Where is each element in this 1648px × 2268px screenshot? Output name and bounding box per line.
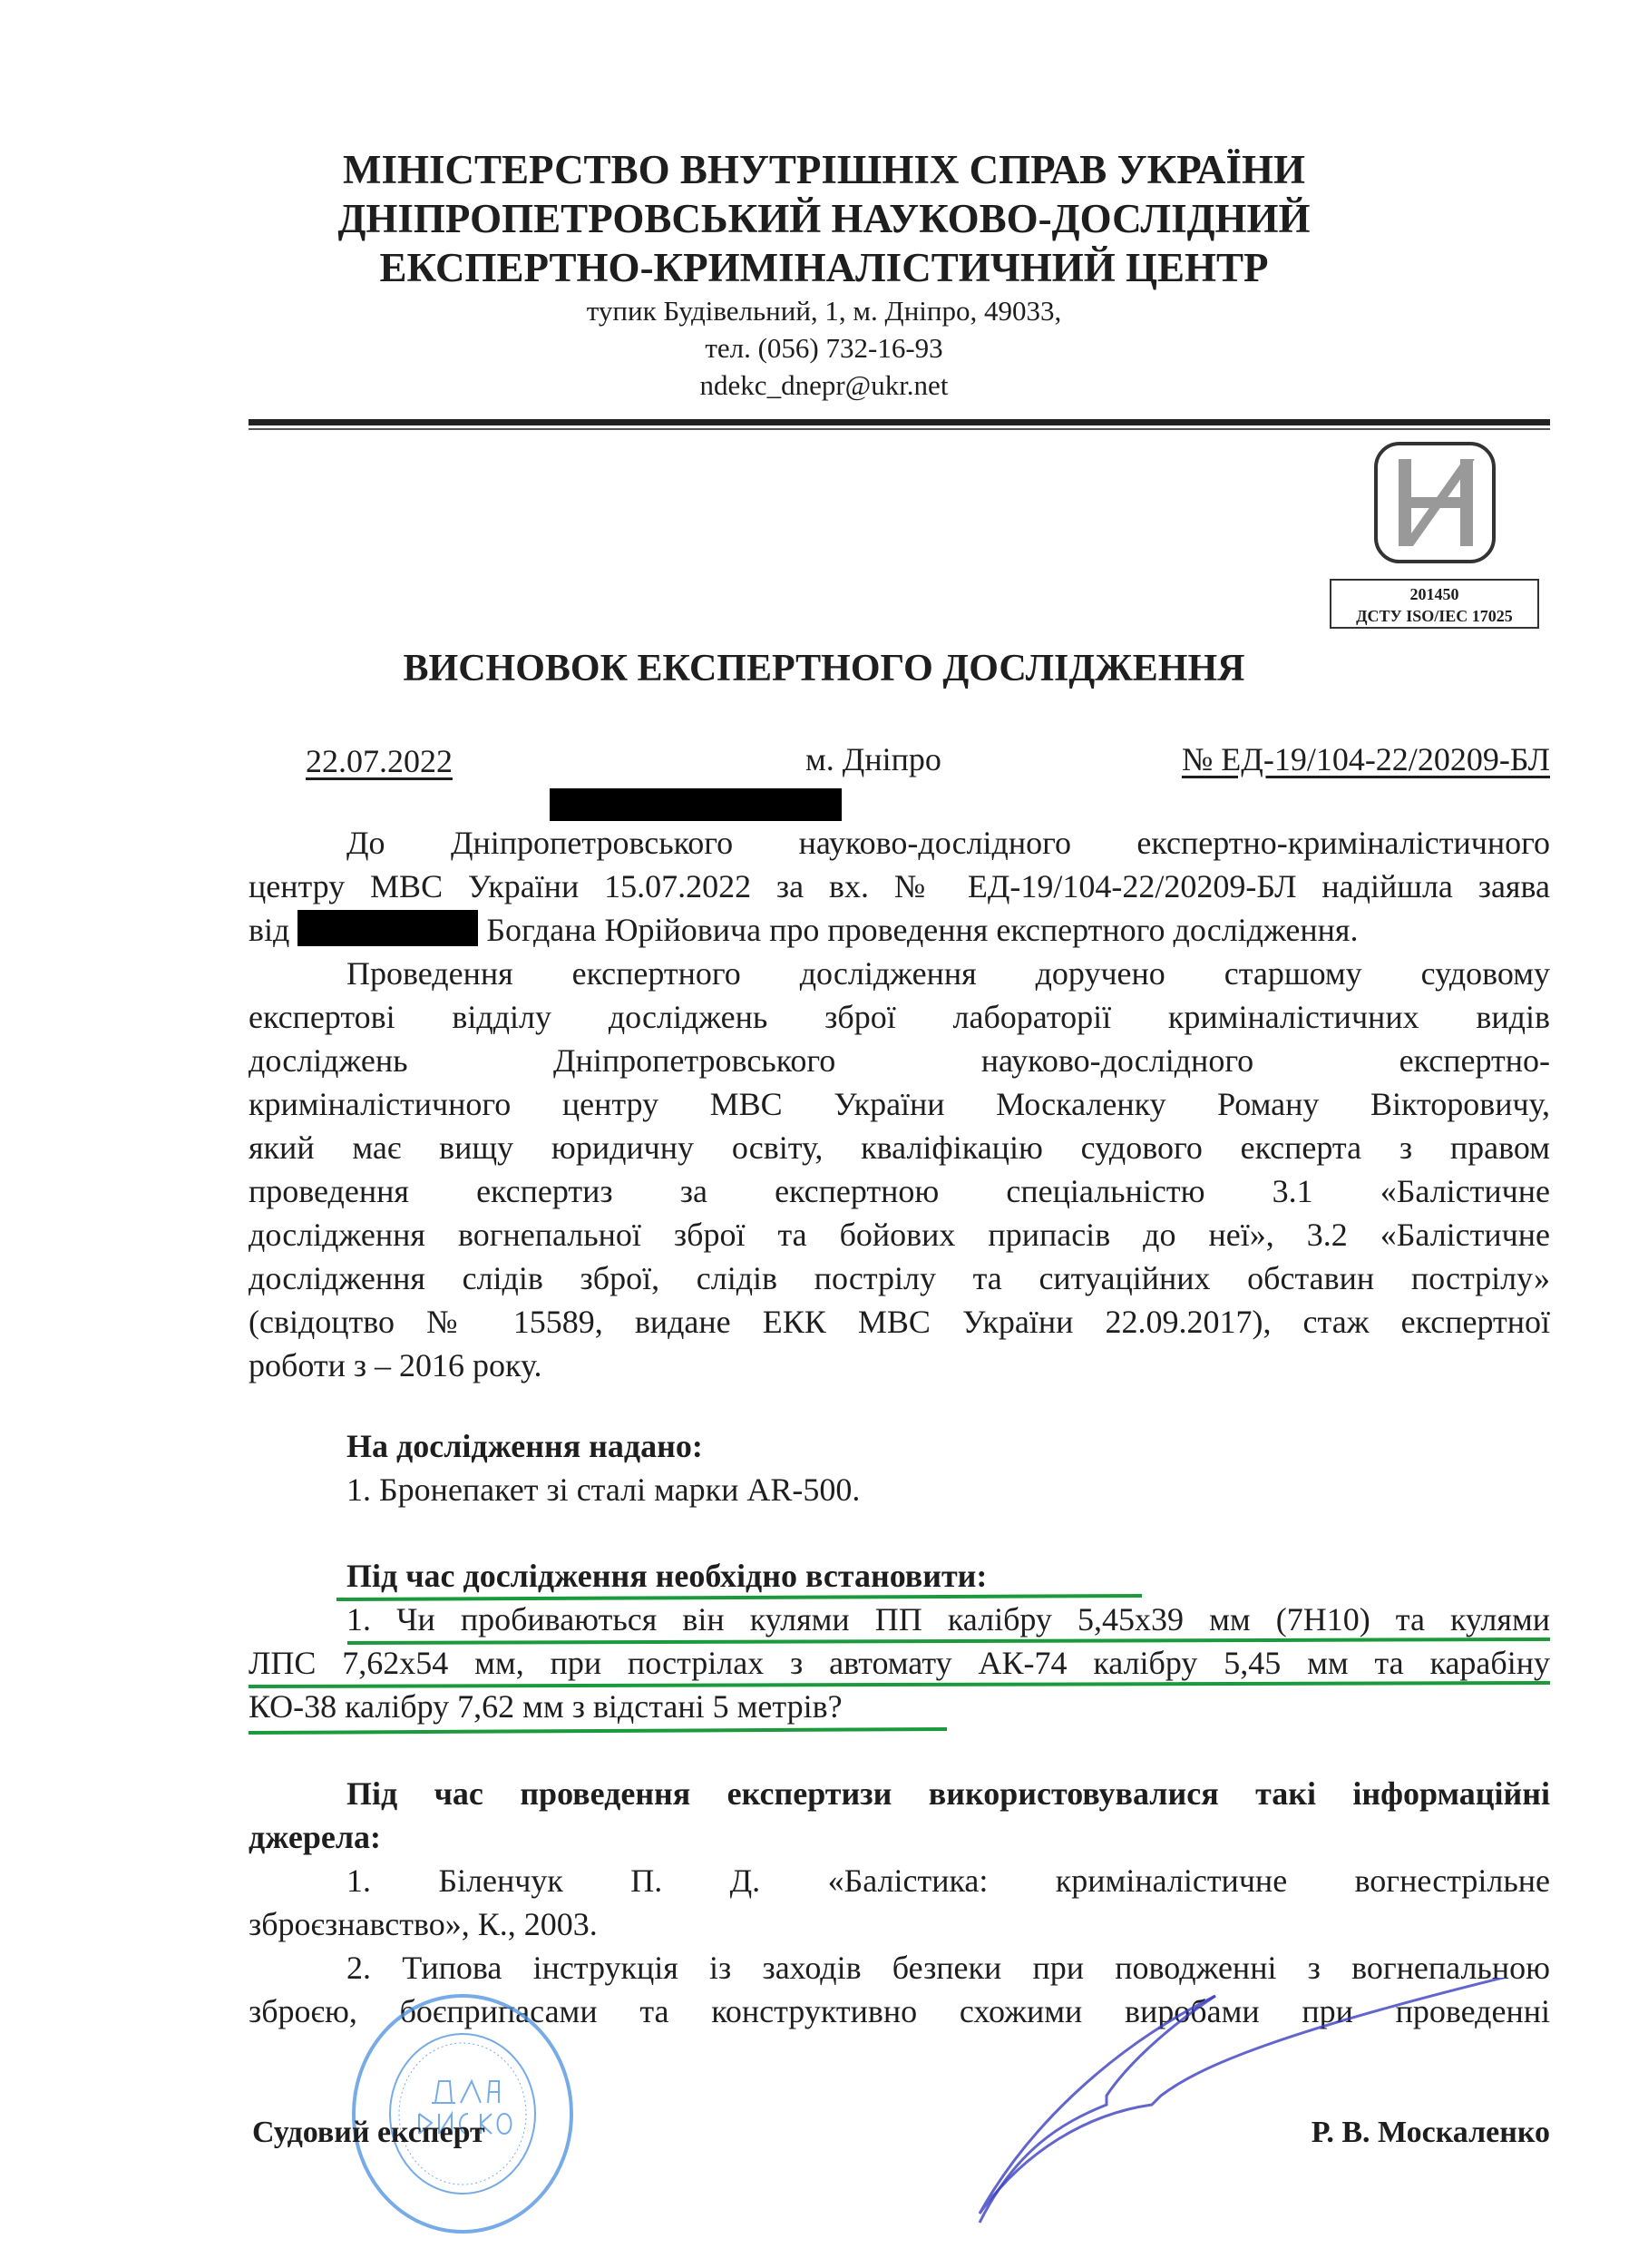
org-line-2: ДНІПРОПЕТРОВСЬКИЙ НАУКОВО-ДОСЛІДНИЙ (337, 196, 1311, 241)
text-line: який має вищу юридичну освіту, кваліфікацію судового експерта з правом (249, 1129, 1550, 1166)
text-line: 1. Чи пробиваються він кулями ПП калібру 5,45х39 мм (7Н10) та кулями (346, 1601, 1550, 1637)
header-rule-thin (249, 428, 1550, 430)
text-line: центру МВС України 15.07.2022 за вх. № ЕД-19/104-22/20209-БЛ надійшла заява (249, 868, 1550, 904)
text-line: 1. Біленчук П. Д. «Балістика: криміналістичне вогнестрільне (346, 1862, 1550, 1899)
redaction-bar (297, 910, 478, 946)
document-city: м. Дніпро (805, 741, 941, 777)
accreditation-standard: ДСТУ ISO/IEC 17025 (1356, 607, 1513, 625)
text-line: (свідоцтво № 15589, видане ЕКК МВС України 22.09.2017), стаж експертної (249, 1304, 1550, 1340)
org-phone: тел. (056) 732-16-93 (705, 332, 943, 364)
org-line-1: МІНІСТЕРСТВО ВНУТРІШНІХ СПРАВ УКРАЇНИ (343, 147, 1305, 192)
header-rule (249, 419, 1550, 425)
text-line: ЛПС 7,62х54 мм, при пострілах з автомату АК-74 калібру 5,45 мм та карабіну (249, 1645, 1550, 1681)
text-line: КО-38 калібру 7,62 мм з відстані 5 метрів? (249, 1688, 843, 1725)
org-header (0, 145, 1648, 292)
accreditation-number: 201450 (1409, 585, 1459, 603)
accreditation-box (1330, 579, 1539, 629)
section-questions (249, 1554, 1550, 1728)
text-line (249, 908, 1550, 952)
document-number: № ЕД-19/104-22/20209-БЛ (1181, 741, 1550, 777)
text-line: зброєю, боєприпасами та конструктивно схожими виробами при проведенні (249, 1993, 1550, 2029)
org-contacts (0, 292, 1648, 404)
section-heading: Під час проведення експертизи використовувалися такі інформаційні (346, 1775, 1550, 1812)
org-line-3: ЕКСПЕРТНО-КРИМІНАЛІСТИЧНИЙ ЦЕНТР (379, 245, 1269, 290)
text-line: проведення експертиз за експертною спеціальністю 3.1 «Балістичне (249, 1173, 1550, 1209)
green-underline (249, 1729, 947, 1733)
text-line: дослідження слідів зброї, слідів пострілу та ситуаційних обставин пострілу» (249, 1260, 1550, 1296)
text-line: досліджень Дніпропетровського науково-дослідного експертно- (249, 1042, 1550, 1079)
section-heading: Під час дослідження необхідно встановити: (346, 1558, 988, 1594)
text-line: Проведення експертного дослідження доручено старшому судовому (346, 955, 1550, 992)
signer-role: Судовий експерт (252, 2116, 485, 2149)
text-line: До Дніпропетровського науково-дослідного експертно-криміналістичного (346, 825, 1550, 861)
text-line: зброєзнавство», К., 2003. (249, 1906, 598, 1942)
text-fragment: від (249, 912, 290, 948)
accreditation-logo-icon (1373, 441, 1497, 564)
text-fragment: Богдана Юрійовича про проведення експертного дослідження. (486, 912, 1359, 948)
text-line: 2. Типова інструкція із заходів безпеки при поводженні з вогнепальною (346, 1950, 1550, 1986)
section-provided (249, 1424, 1550, 1511)
text-line: дослідження вогнепальної зброї та бойових припасів до неї», 3.2 «Балістичне (249, 1217, 1550, 1253)
section-heading: На дослідження надано: (346, 1428, 703, 1464)
section-heading: джерела: (249, 1819, 382, 1855)
paragraph-intro (249, 821, 1550, 952)
text-line: експертові відділу досліджень зброї лабораторії криміналістичних видів (249, 999, 1550, 1035)
document-title: ВИСНОВОК ЕКСПЕРТНОГО ДОСЛІДЖЕННЯ (403, 648, 1245, 689)
text-line: криміналістичного центру МВС України Москаленку Роману Вікторовичу, (249, 1086, 1550, 1122)
org-email: ndekc_dnepr@ukr.net (699, 369, 949, 401)
paragraph-expert (249, 952, 1550, 1387)
signer-name: Р. В. Москаленко (1311, 2116, 1550, 2149)
org-address: тупик Будівельний, 1, м. Дніпро, 49033, (586, 295, 1062, 327)
document-date: 22.07.2022 (306, 743, 453, 779)
text-line: роботи з – 2016 року. (249, 1347, 542, 1383)
redaction-bar (550, 788, 842, 821)
list-item: 1. Бронепакет зі сталі марки AR-500. (346, 1471, 861, 1508)
